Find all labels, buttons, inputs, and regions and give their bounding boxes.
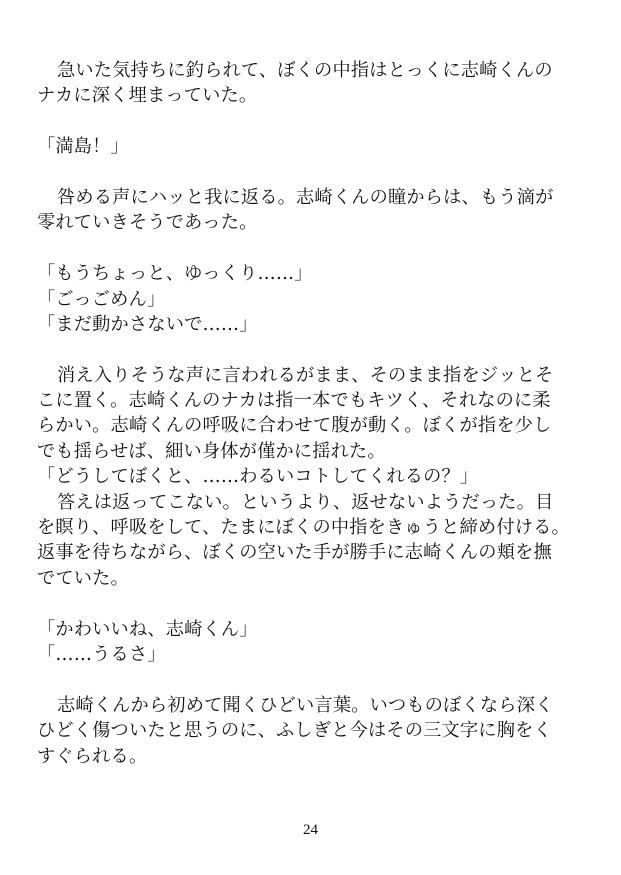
text-line: 志崎くんから初めて聞くひどい言葉。いつものぼくなら深く	[57, 694, 554, 716]
blank-line	[37, 160, 593, 185]
text-line: を瞑り、呼吸をして、たまにぼくの中指をきゅうと締め付ける。	[37, 517, 570, 539]
text-line: 「……うるさ」	[37, 643, 166, 665]
text-line: 返事を待ちながら、ぼくの空いた手が勝手に志崎くんの頬を撫	[37, 542, 552, 564]
page-number: 24	[303, 822, 318, 838]
text-line: ナカに深く埋まっていた。	[37, 85, 258, 107]
blank-line	[37, 591, 593, 616]
text-line: 零れていきそうであった。	[37, 212, 258, 234]
text-line: 「もうちょっと、ゆっくり……」	[37, 263, 313, 285]
text-line: 消え入りそうな声に言われるがまま、そのまま指をジッとそ	[57, 364, 554, 386]
text-line: 答えは返ってこない。というより、返せないようだった。目	[57, 491, 554, 513]
text-line: でも揺らせば、細い身体が僅かに揺れた。	[37, 440, 386, 462]
text-line: ひどく傷ついたと思うのに、ふしぎと今はその三文字に胸をく	[37, 720, 552, 742]
text-line: でていた。	[37, 567, 129, 589]
text-line: 「どうしてぼくと、……わるいコトしてくれるの？」	[37, 466, 479, 488]
text-line: 急いた気持ちに釣られて、ぼくの中指はとっくに志崎くんの	[57, 60, 553, 81]
blank-line	[37, 109, 593, 134]
text-line: 「まだ動かさないで……」	[37, 313, 258, 335]
text-line: 咎める声にハッと我に返る。志崎くんの瞳からは、もう滴が	[57, 186, 554, 208]
body-text	[37, 58, 593, 769]
text-line: 「かわいいね、志崎くん」	[37, 618, 258, 640]
text-line: 「満島！」	[37, 136, 129, 158]
text-line: こに置く。志崎くんのナカは指一本でもキツく、それなのに柔	[37, 390, 551, 412]
text-line: 「ごっごめん」	[37, 288, 166, 310]
blank-line	[37, 667, 593, 692]
blank-line	[37, 236, 593, 261]
text-line: すぐられる。	[37, 745, 148, 767]
blank-line	[37, 337, 593, 362]
text-line: らかい。志崎くんの呼吸に合わせて腹が動く。ぼくが指を少し	[37, 415, 552, 437]
